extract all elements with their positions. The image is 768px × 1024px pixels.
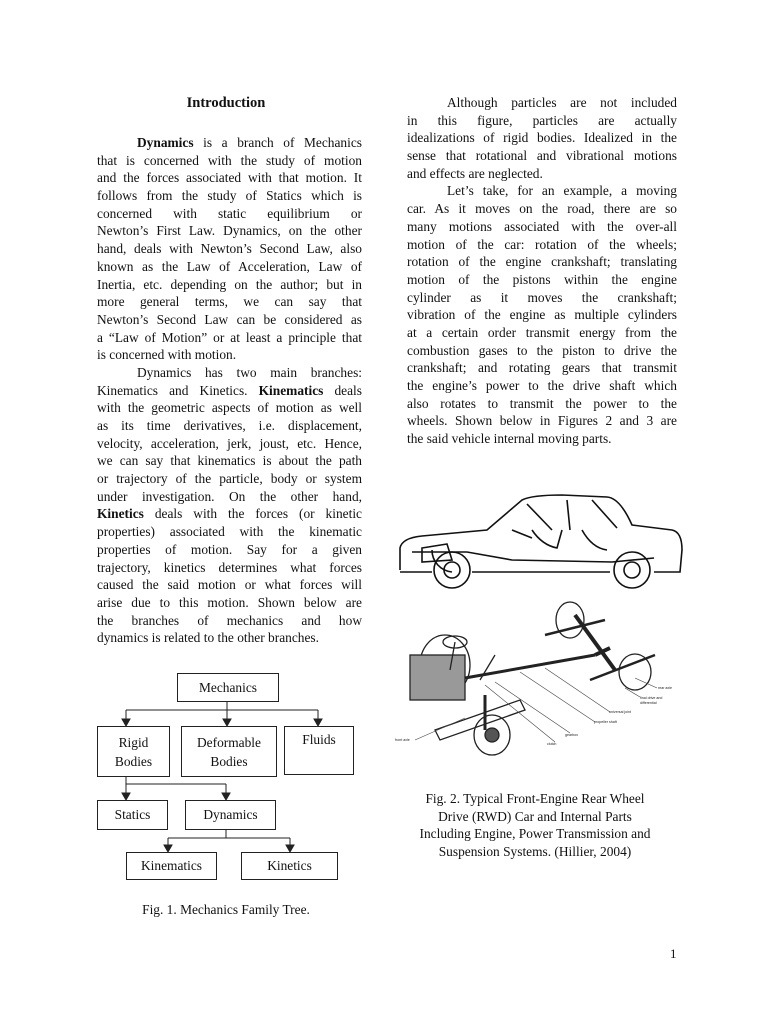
text-line: the branches of mechanics and how	[97, 612, 362, 628]
text-line: motion of the pistons within the engine	[407, 271, 677, 287]
label-rear-axle: rear axle	[658, 686, 672, 690]
text-line: combustion gases to the piston to drive the	[407, 342, 677, 358]
text-fragment: deals	[323, 382, 362, 398]
text-line: idealizations of rigid bodies. Idealized in the	[407, 130, 677, 146]
text-line: as its time derivatives, i.e. displacement,	[97, 418, 362, 433]
text-line: dynamics is related to the other branches.	[97, 630, 319, 646]
section-heading: Introduction	[186, 95, 266, 111]
text-line: the engine’s power to the drive shaft which	[407, 378, 677, 393]
text-line: properties) associated with the kinematic	[97, 524, 362, 540]
text-line: cylinder as it moves the crankshaft;	[407, 289, 677, 305]
text-line: and the forces associated with that motion. It	[97, 170, 362, 186]
text-line: in this figure, particles are actually	[407, 112, 677, 128]
text-line: wheels. Shown below in Figures 2 and 3 are	[407, 413, 677, 429]
node-label: Rigid	[118, 734, 149, 750]
text-line: is concerned with motion.	[97, 347, 237, 363]
node-fluids	[284, 726, 354, 775]
text-line: follows from the study of Statics which is	[97, 188, 362, 204]
label-propeller-shaft: propeller shaft	[594, 720, 617, 724]
bold-term: Kinematics	[258, 382, 324, 398]
label-clutch: clutch	[547, 742, 557, 746]
text-line: that is concerned with the study of motion	[97, 152, 362, 168]
text-line: properties of motion. Say for a given	[97, 541, 362, 557]
label-gearbox: gearbox	[565, 733, 578, 737]
text-line: Although particles are not included	[447, 95, 677, 110]
label-universal-joint: universal joint	[609, 710, 631, 714]
text-line: a “Law of Motion” or at least a principle that	[97, 329, 362, 345]
text-line: velocity, acceleration, jerk, joust, etc. Hence,	[97, 435, 362, 451]
text-fragment: deals with the forces (or kinetic	[143, 506, 362, 522]
node-mechanics	[177, 673, 279, 702]
text-line: or trajectory of the particle, body or system	[97, 471, 362, 487]
node-label: Dynamics	[203, 807, 258, 822]
node-label: Kinetics	[267, 858, 312, 873]
text-line: sense that rotational and vibrational motions	[407, 148, 677, 164]
text-line: Dynamics has two main branches:	[137, 364, 362, 380]
bold-term: Kinetics	[97, 506, 144, 522]
text-line: crankshaft; and rotating gears that transmit	[407, 360, 677, 376]
node-kinematics	[126, 852, 217, 880]
text-line: and effects are neglected.	[407, 165, 543, 181]
text-line: hand, deals with Newton’s Second Law, also	[97, 241, 362, 257]
node-rigid-bodies	[97, 726, 170, 777]
text-line: Newton’s Second Law can be considered as	[97, 311, 362, 327]
node-kinetics	[241, 852, 338, 880]
car-side-view-illustration	[392, 490, 684, 595]
bold-term: Dynamics	[137, 135, 194, 150]
node-label: Mechanics	[198, 680, 257, 695]
label-differential: differential	[640, 701, 657, 705]
text-line: car. As it moves on the road, there are so	[407, 201, 677, 217]
text-line: caused the said motion or what forces will	[97, 577, 362, 593]
text-line: known as the Law of Acceleration, Law of	[97, 258, 362, 274]
caption-line: Fig. 2. Typical Front-Engine Rear Wheel	[425, 791, 645, 806]
node-dynamics	[185, 800, 276, 830]
text-line: also rotates to transmit the power to the	[407, 395, 677, 411]
node-label: Statics	[114, 807, 151, 822]
caption-line: Drive (RWD) Car and Internal Parts	[438, 808, 632, 824]
label-front-axle: front axle	[395, 738, 410, 742]
text-fragment: is a branch of Mechanics	[193, 135, 362, 150]
text-line: motion of the car: rotation of the wheels;	[407, 236, 677, 252]
text-line: many motions associated with the over-all	[407, 218, 677, 234]
fig2-caption	[400, 790, 670, 860]
caption-line: Suspension Systems. (Hillier, 2004)	[438, 843, 632, 859]
node-label: Fluids	[302, 732, 336, 747]
text-line: vibration of the engine as multiple cylinders	[407, 307, 677, 323]
node-statics	[97, 800, 168, 830]
text-line: rotation of the engine crankshaft; translating	[407, 254, 677, 270]
node-label: Bodies	[210, 753, 248, 769]
text-line: Newton’s First Law. Dynamics, on the other	[97, 223, 362, 239]
drivetrain-illustration	[395, 600, 685, 780]
text-line: Let’s take, for an example, a moving	[447, 183, 677, 199]
text-line: under investigation. On the other hand,	[97, 488, 362, 504]
node-label: Kinematics	[141, 858, 202, 873]
caption-line: Including Engine, Power Transmission and	[419, 826, 651, 841]
text-fragment: Kinematics and Kinetics.	[97, 382, 259, 398]
label-final-drive: final drive and	[640, 696, 663, 700]
text-line: trajectory, kinetics determines what forces	[97, 559, 362, 575]
text-line: concerned with static equilibrium or	[97, 205, 362, 221]
text-line: Inertia, etc. depending on the author; but in	[97, 276, 362, 292]
fig1-caption: Fig. 1. Mechanics Family Tree.	[142, 902, 310, 917]
page-number: 1	[670, 946, 677, 961]
node-deformable-bodies	[181, 726, 277, 777]
text-line: at a certain order transmit energy from the	[407, 324, 677, 340]
text-line: we can say that kinematics is about the path	[97, 453, 362, 469]
text-line: with the geometric aspects of motion as well	[97, 400, 362, 416]
text-line: more general terms, we can say that	[97, 294, 362, 310]
node-label: Deformable	[197, 734, 261, 750]
text-line: arise due to this motion. Shown below are	[97, 594, 362, 610]
node-label: Bodies	[114, 753, 153, 769]
text-line: the said vehicle internal moving parts.	[407, 431, 612, 447]
